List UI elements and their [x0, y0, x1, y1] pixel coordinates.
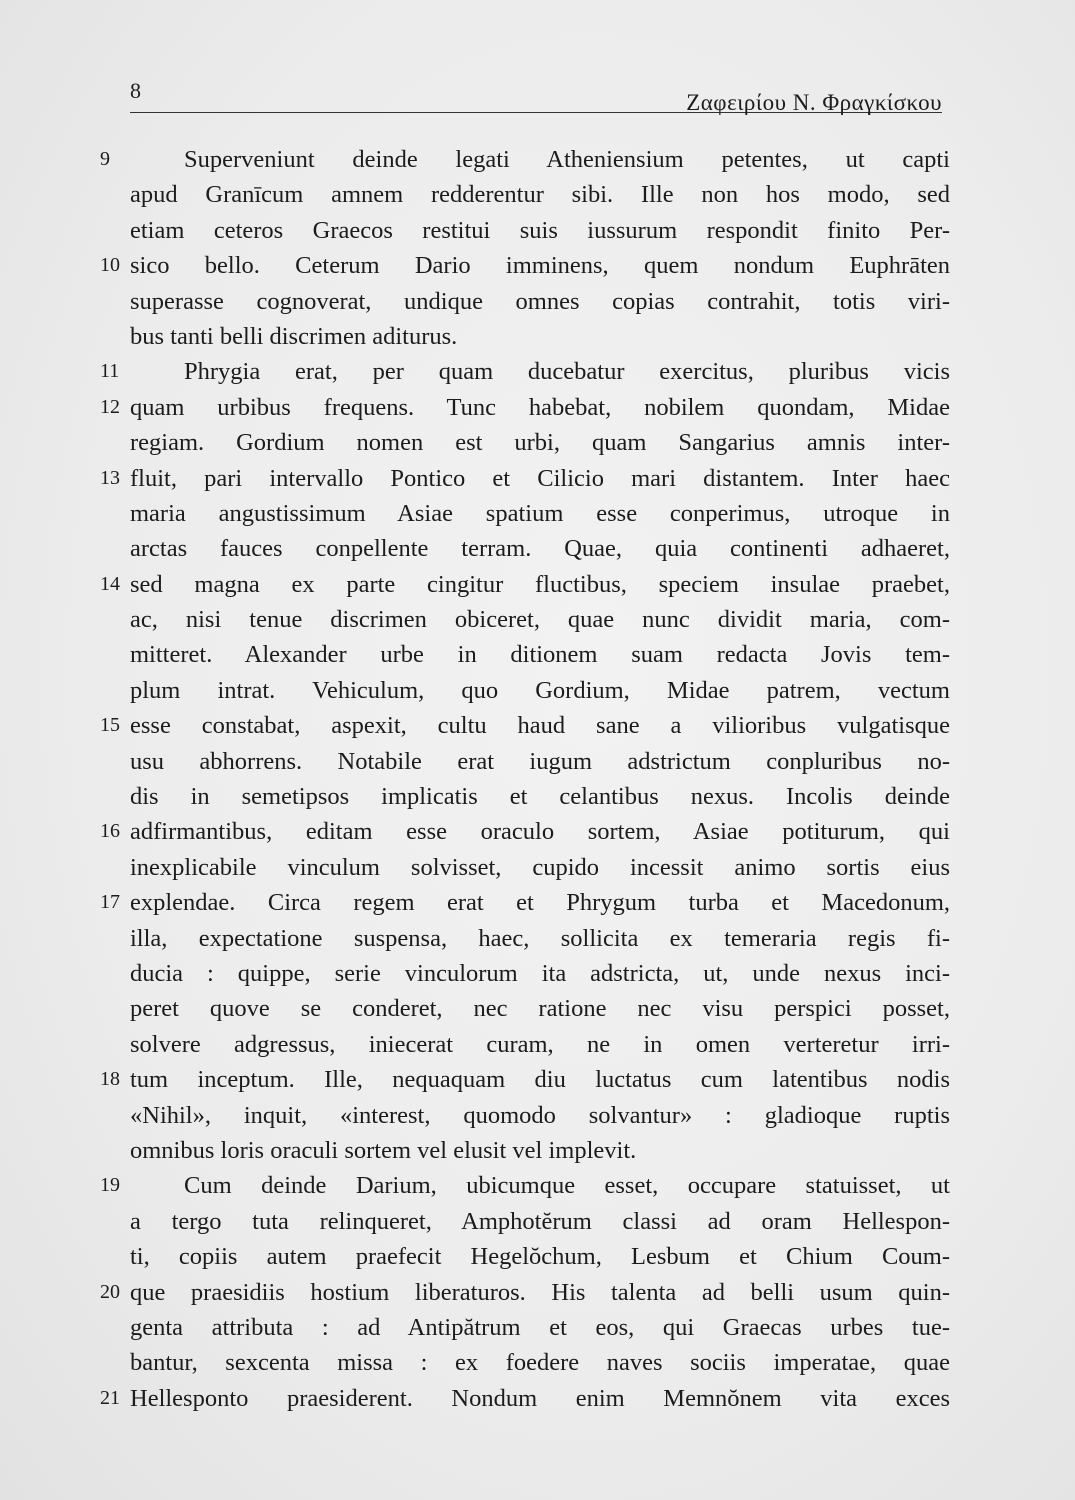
- text-line: [80, 708, 950, 743]
- line-number: 19: [100, 1174, 120, 1197]
- text-line: [80, 213, 950, 248]
- text-line: [80, 991, 950, 1026]
- line-number: 11: [100, 360, 120, 383]
- line-text: Phrygia erat, per quam ducebatur exercitus, pluribus vicis: [184, 358, 950, 386]
- text-line: [80, 177, 950, 212]
- line-text: mitteret. Alexander urbe in ditionem suam redacta Jovis tem-: [130, 641, 950, 669]
- text-line: [80, 673, 950, 708]
- text-line: [80, 637, 950, 672]
- text-body: [80, 142, 950, 1416]
- line-number: 13: [100, 466, 120, 489]
- line-text: apud Granīcum amnem redderentur sibi. Ille non hos modo, sed: [130, 181, 950, 209]
- text-line: [80, 779, 950, 814]
- line-text: dis in semetipsos implicatis et celantibus nexus. Incolis deinde: [130, 783, 950, 811]
- line-text: a tergo tuta relinqueret, Amphotĕrum classi ad oram Hellespon-: [130, 1207, 950, 1235]
- line-number: 10: [100, 254, 120, 277]
- text-line: [80, 531, 950, 566]
- line-number: 18: [100, 1068, 120, 1091]
- text-line: [80, 814, 950, 849]
- text-line: [80, 461, 950, 496]
- line-text: Cum deinde Darium, ubicumque esset, occupare statuisset, ut: [184, 1172, 950, 1200]
- text-line: [80, 248, 950, 283]
- text-line: [80, 1027, 950, 1062]
- line-number: 20: [100, 1280, 120, 1303]
- text-line: [80, 921, 950, 956]
- line-text: superasse cognoverat, undique omnes copias contrahit, totis viri-: [130, 287, 950, 315]
- line-text: arctas fauces conpellente terram. Quae, quia continenti adhaeret,: [130, 535, 950, 563]
- text-line: [80, 319, 950, 354]
- text-line: [80, 496, 950, 531]
- line-text: sico bello. Ceterum Dario imminens, quem nondum Euphrāten: [130, 252, 950, 280]
- text-line: [80, 1062, 950, 1097]
- line-text: solvere adgressus, iniecerat curam, ne in omen verteretur irri-: [130, 1030, 950, 1058]
- text-line: [80, 744, 950, 779]
- running-head: Ζαφειρίου Ν. Φραγκίσκου: [686, 90, 942, 115]
- text-line: [80, 1204, 950, 1239]
- line-text: «Nihil», inquit, «interest, quomodo solvantur» : gladioque ruptis: [130, 1101, 950, 1129]
- line-text: quam urbibus frequens. Tunc habebat, nobilem quondam, Midae: [130, 393, 950, 421]
- line-text: sed magna ex parte cingitur fluctibus, speciem insulae praebet,: [130, 570, 950, 598]
- line-text: illa, expectatione suspensa, haec, sollicita ex temeraria regis fi-: [130, 924, 950, 952]
- text-line: [80, 142, 950, 177]
- line-number: 17: [100, 891, 120, 914]
- line-text: ti, copiis autem praefecit Hegelŏchum, Lesbum et Chium Coum-: [130, 1243, 950, 1271]
- text-line: [80, 1381, 950, 1416]
- line-text: maria angustissimum Asiae spatium esse conperimus, utroque in: [130, 499, 950, 527]
- text-line: [80, 1133, 950, 1168]
- text-line: [80, 567, 950, 602]
- line-text: ducia : quippe, serie vinculorum ita adstricta, ut, unde nexus inci-: [130, 959, 950, 987]
- line-text: esse constabat, aspexit, cultu haud sane a vilioribus vulgatisque: [130, 712, 950, 740]
- text-line: [80, 850, 950, 885]
- line-text: peret quove se conderet, nec ratione nec visu perspici posset,: [130, 995, 950, 1023]
- text-line: [80, 602, 950, 637]
- line-text: Superveniunt deinde legati Atheniensium petentes, ut capti: [184, 146, 950, 173]
- text-line: [80, 354, 950, 389]
- text-line: [80, 1098, 950, 1133]
- text-line: [80, 1345, 950, 1380]
- text-line: [80, 885, 950, 920]
- text-line: [80, 390, 950, 425]
- line-text: bus tanti belli discrimen aditurus.: [130, 322, 458, 350]
- line-text: ac, nisi tenue discrimen obiceret, quae nunc dividit maria, com-: [130, 606, 950, 634]
- line-number: 14: [100, 572, 120, 595]
- line-number: 16: [100, 820, 120, 843]
- line-text: fluit, pari intervallo Pontico et Cilicio mari distantem. Inter haec: [130, 464, 950, 492]
- line-text: tum inceptum. Ille, nequaquam diu luctatus cum latentibus nodis: [130, 1066, 950, 1094]
- line-text: que praesidiis hostium liberaturos. His talenta ad belli usum quin-: [130, 1278, 950, 1306]
- line-number: 9: [100, 148, 110, 170]
- page-number: 8: [130, 78, 141, 103]
- line-number: 21: [100, 1386, 120, 1409]
- line-number: 15: [100, 714, 120, 737]
- line-text: Hellesponto praesiderent. Nondum enim Memnŏnem vita exces: [130, 1384, 950, 1412]
- text-line: [80, 956, 950, 991]
- text-line: [80, 1168, 950, 1203]
- text-line: [80, 284, 950, 319]
- line-text: plum intrat. Vehiculum, quo Gordium, Midae patrem, vectum: [130, 676, 950, 704]
- line-number: 12: [100, 395, 120, 418]
- line-text: inexplicabile vinculum solvisset, cupido incessit animo sortis eius: [130, 853, 950, 881]
- line-text: adfirmantibus, editam esse oraculo sortem, Asiae potiturum, qui: [130, 818, 950, 846]
- text-line: [80, 1239, 950, 1274]
- text-line: [80, 425, 950, 460]
- line-text: etiam ceteros Graecos restitui suis iussurum respondit finito Per-: [130, 216, 950, 244]
- line-text: usu abhorrens. Notabile erat iugum adstrictum conpluribus no-: [130, 747, 950, 775]
- line-text: genta attributa : ad Antipătrum et eos, qui Graecas urbes tue-: [130, 1313, 950, 1341]
- text-line: [80, 1310, 950, 1345]
- line-text: bantur, sexcenta missa : ex foedere naves sociis imperatae, quae: [130, 1349, 950, 1377]
- line-text: explendae. Circa regem erat et Phrygum turba et Macedonum,: [130, 889, 950, 917]
- text-line: [80, 1275, 950, 1310]
- page-header: [130, 78, 942, 113]
- line-text: omnibus loris oraculi sortem vel elusit vel implevit.: [130, 1136, 637, 1164]
- line-text: regiam. Gordium nomen est urbi, quam Sangarius amnis inter-: [130, 429, 950, 457]
